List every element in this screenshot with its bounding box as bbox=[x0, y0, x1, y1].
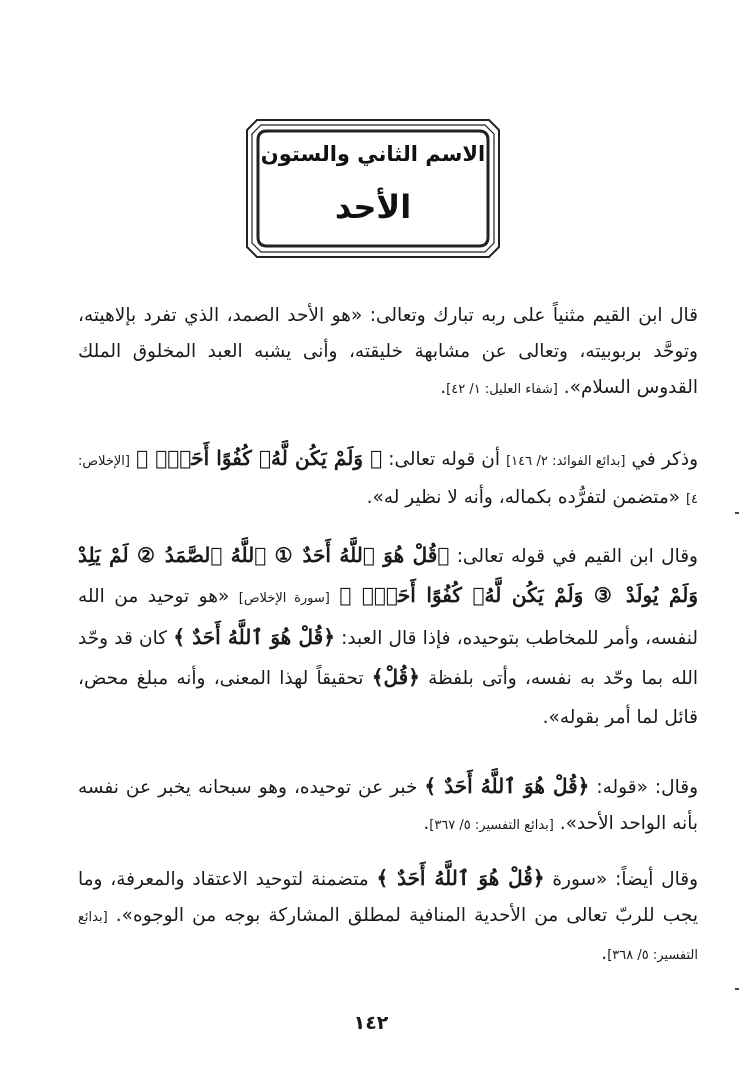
scan-mark bbox=[735, 512, 739, 514]
quran-verse: ﴿ وَلَمْ يَكُن لَّهُۥ كُفُوًا أَحَدٌۢ ﴾ bbox=[136, 446, 383, 470]
paragraph-1 bbox=[78, 298, 698, 408]
chapter-subtitle: الاسم الثاني والستون bbox=[260, 142, 486, 166]
paragraph-text: كان قد وحّد الله بما وحّد به نفسه، وأتى بلفظة bbox=[78, 628, 698, 689]
paragraph-text: تحقيقاً لهذا المعنى، وأنه مبلغ محض، قائل لما أمر بقوله». bbox=[78, 668, 698, 728]
paragraph-text: وقال: «قوله: bbox=[589, 777, 699, 798]
citation: [شفاء العليل: ١/ ٤٢] bbox=[446, 382, 558, 397]
citation: [بدائع الفوائد: ٢/ ١٤٦] bbox=[506, 454, 626, 469]
paragraph-text: وذكر في bbox=[625, 449, 699, 470]
quran-verse: ﴿قُلْ هُوَ ٱللَّهُ أَحَدٌ ① ٱللَّهُ ٱلصَّمَدُ ② لَمْ يَلِدْ وَلَمْ يُولَدْ ③ وَلَمْ يَكُن لَّهُۥ كُفُوًا أَحَدٌۢ ﴾ bbox=[78, 543, 699, 607]
paragraph-text: «هو توحيد من الله لنفسه، وأمر للمخاطب بتوحيده، فإذا قال العبد: bbox=[78, 586, 699, 649]
citation: [سورة الإخلاص] bbox=[238, 591, 330, 606]
chapter-title: الأحد bbox=[334, 188, 412, 226]
paragraph-text: وقال ابن القيم في قوله تعالى: bbox=[449, 546, 698, 567]
citation: [الإخلاص: ٤] bbox=[78, 454, 698, 507]
citation: [بدائع التفسير: ٥/ ٣٦٨] bbox=[78, 910, 698, 963]
paragraph-text: وقال أيضاً: «سورة bbox=[544, 869, 699, 890]
paragraph-text: أن قوله تعالى: bbox=[382, 449, 507, 470]
quran-verse: ﴿قُلْ هُوَ ٱللَّهُ أَحَدٌ ﴾ bbox=[376, 866, 545, 890]
paragraph-text: . bbox=[423, 813, 430, 834]
paragraph-text: . bbox=[601, 943, 608, 964]
paragraph-text: متضمنة لتوحيد الاعتقاد والمعرفة، وما يجب للربّ تعالى من الأحدية المنافية لمطلق المشاركة بوجه من الوجوه». bbox=[78, 869, 698, 926]
page-number: ١٤٢ bbox=[353, 1012, 389, 1034]
title-frame bbox=[243, 116, 503, 261]
paragraph-4 bbox=[78, 768, 698, 844]
paragraph-text bbox=[330, 586, 339, 607]
paragraph-text: خبر عن توحيده، وهو سبحانه يخبر عن نفسه بأنه الواحد الأحد». bbox=[78, 777, 698, 834]
paragraph-text: قال ابن القيم مثنياً على ربه تبارك وتعالى: «هو الأحد الصمد، الذي تفرد بإلاهيته، وتوحَّد بربوبيته، وتعالى عن مشابهة خليقته، وأنى يشبه العبد المخلوق الملك القدوس السلام». bbox=[78, 305, 698, 398]
quran-verse: ﴿قُلْ﴾ bbox=[371, 665, 420, 689]
paragraph-text: «متضمن لتفرُّده بكماله، وأنه لا نظير له». bbox=[366, 487, 686, 508]
paragraph-3 bbox=[78, 536, 698, 737]
quran-verse: ﴿قُلْ هُوَ ٱللَّهُ أَحَدٌ ﴾ bbox=[173, 625, 335, 649]
quran-verse: ﴿قُلْ هُوَ ٱللَّهُ أَحَدٌ ﴾ bbox=[424, 774, 590, 798]
paragraph-2 bbox=[78, 440, 698, 518]
paragraph-5 bbox=[78, 860, 698, 974]
scan-mark bbox=[735, 988, 739, 990]
paragraph-text: . bbox=[440, 377, 447, 398]
citation: [بدائع التفسير: ٥/ ٣٦٧] bbox=[429, 818, 554, 833]
